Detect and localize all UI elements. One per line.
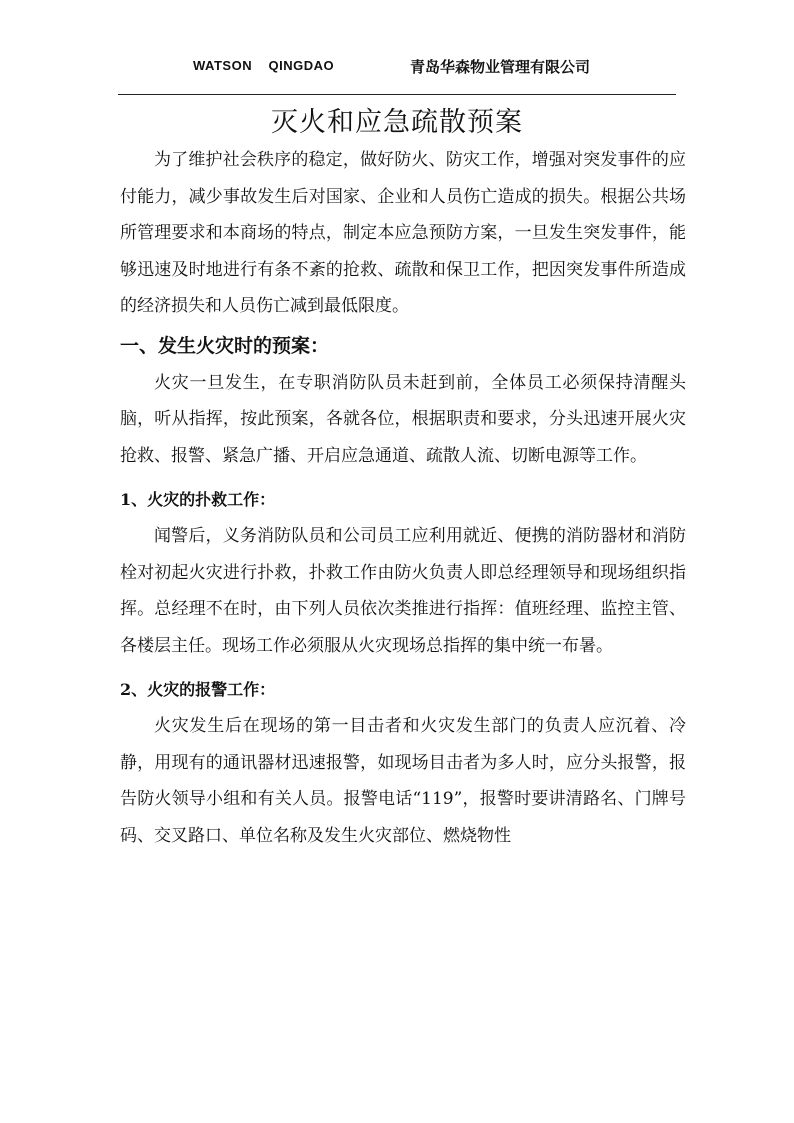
header-divider bbox=[118, 94, 676, 95]
section-fire-plan-paragraph: 火灾一旦发生，在专职消防队员未赶到前，全体员工必须保持清醒头脑，听从指挥，按此预案，各就各位，根据职责和要求，分头迅速开展火灾抢救、报警、紧急广播、开启应急通道、疏散人流、切断电源等工作。 bbox=[120, 372, 686, 466]
subsection-heading-alarm: 2、火灾的报警工作： bbox=[120, 680, 276, 699]
section-heading-fire-plan: 一、发生火灾时的预案： bbox=[120, 334, 330, 357]
document-title: 灭火和应急疏散预案 bbox=[271, 107, 523, 138]
subsection-alarm-paragraph: 火灾发生后在现场的第一目击者和火灾发生部门的负责人应沉着、冷静，用现有的通讯器材迅速报警，如现场目击者为多人时，应分头报警，报告防火领导小组和有关人员。报警电话“119”，报警时要讲清路名、门牌号码、交叉路口、单位名称及发生火灾部位、燃烧物性 bbox=[120, 716, 686, 846]
page-header bbox=[0, 58, 794, 82]
header-company-english: WATSON QINGDAO bbox=[193, 58, 335, 73]
subsection-firefighting-paragraph: 闻警后，义务消防队员和公司员工应利用就近、便携的消防器材和消防栓对初起火灾进行扑救，扑救工作由防火负责人即总经理领导和现场组织指挥。总经理不在时，由下列人员依次类推进行指挥：值班经理、监控主管、各楼层主任。现场工作必须服从火灾现场总指挥的集中统一布暑。 bbox=[120, 526, 686, 656]
subsection-heading-firefighting: 1、火灾的扑救工作： bbox=[120, 490, 276, 509]
document-body bbox=[120, 142, 686, 854]
header-company-chinese: 青岛华森物业管理有限公司 bbox=[410, 58, 591, 76]
intro-paragraph: 为了维护社会秩序的稳定，做好防火、防灾工作，增强对突发事件的应付能力，减少事故发生后对国家、企业和人员伤亡造成的损失。根据公共场所管理要求和本商场的特点，制定本应急预防方案，一旦发生突发事件，能够迅速及时地进行有条不紊的抢救、疏散和保卫工作，把因突发事件所造成的经济损失和人员伤亡减到最低限度。 bbox=[120, 150, 686, 316]
